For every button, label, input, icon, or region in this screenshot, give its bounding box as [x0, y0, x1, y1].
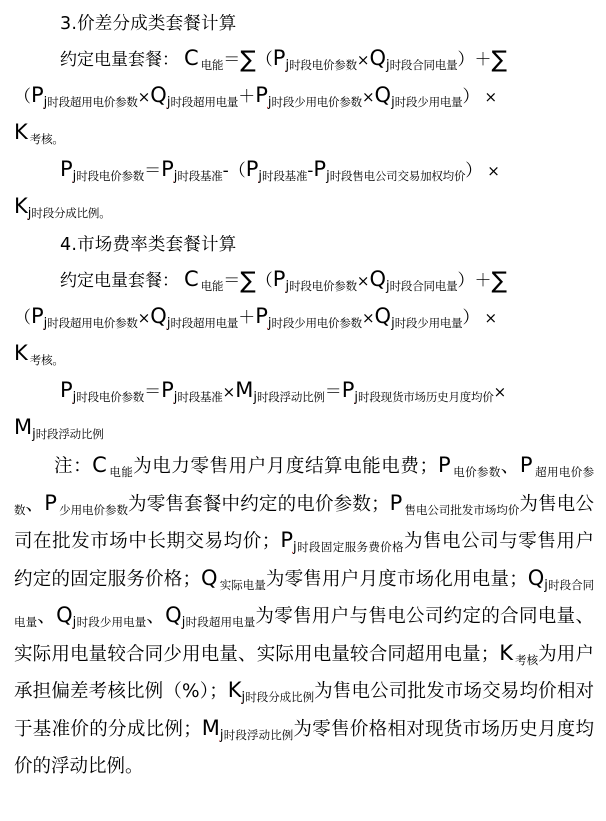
- var-P: P: [272, 46, 286, 70]
- sub-text: 时段浮动比例: [223, 727, 294, 742]
- sub-j: j: [32, 427, 36, 442]
- times-sign: ×: [487, 162, 500, 180]
- sub-text: 少用电价参数: [58, 502, 129, 517]
- var-M: M: [14, 415, 33, 439]
- var-P: P: [255, 83, 268, 107]
- sub-j: j: [354, 390, 359, 405]
- eq-sign: ＝: [223, 50, 241, 70]
- note-paragraph: [14, 448, 594, 786]
- sub-j: j: [326, 169, 330, 184]
- sub-text: 售电公司批发市场均价: [404, 502, 520, 517]
- var-Q: Q: [374, 304, 392, 328]
- sub-text: 时段少用电量: [394, 316, 463, 330]
- var-P: P: [60, 378, 73, 402]
- plus-sign: ＋: [474, 271, 492, 291]
- var-Q: Q: [150, 83, 167, 107]
- sub-text: 时段电价参数: [289, 58, 357, 72]
- sub-j: j: [386, 58, 390, 73]
- sub-text: 时段超用电量: [170, 316, 239, 330]
- var-Q: Q: [165, 603, 182, 627]
- section-3-heading: 3.价差分成类套餐计算: [60, 14, 237, 34]
- section-3-formula-line-5: [14, 190, 594, 227]
- sub-text: 时段基准: [177, 390, 223, 404]
- var-P: P: [313, 157, 327, 181]
- sub-j: j: [391, 316, 395, 331]
- sub-j: j: [173, 390, 178, 405]
- var-C: C: [92, 453, 107, 477]
- sub-j: j: [285, 58, 290, 73]
- var-P: P: [31, 304, 44, 328]
- note-label: 注：: [54, 456, 93, 477]
- var-P: P: [280, 528, 293, 552]
- var-P: P: [31, 83, 44, 107]
- sub-text: 时段分成比例: [245, 690, 315, 704]
- sub-text: 时段售电公司交易加权均价: [329, 169, 466, 183]
- note-definition-text: 为零售用户月度市场化用电量；: [265, 568, 528, 590]
- eq-sign: ＝: [324, 382, 342, 402]
- sub-j: j: [72, 169, 77, 184]
- formula-label: 约定电量套餐：: [60, 271, 179, 291]
- sub-text: 时段电价参数: [289, 279, 357, 293]
- sub-kaohe: 考核: [29, 132, 53, 146]
- note-definition-text: 为售电公司批发市场交易均价相对于基准价的分成比例；: [14, 681, 594, 740]
- times-sign: ×: [356, 272, 370, 290]
- paren-close: ）: [457, 50, 475, 70]
- eq-sign: ＝: [144, 161, 162, 181]
- eq-sign: ＝: [223, 271, 241, 291]
- paren-open: （: [255, 271, 273, 291]
- sub-text: 时段合同电量: [389, 58, 458, 72]
- section-4-formula-line-2: [14, 300, 594, 337]
- sub-text: 时段固定服务费价格: [296, 540, 404, 554]
- var-P: P: [60, 157, 73, 181]
- sub-j: j: [241, 690, 246, 705]
- section-3-formula-line-4: [14, 153, 594, 190]
- plus-sign: ＋: [238, 308, 256, 328]
- section-4-heading: 4.市场费率类套餐计算: [60, 235, 237, 255]
- minus-sign: -: [307, 161, 314, 181]
- note-definition-text: 为零售用户与售电公司约定的合同电量、实际用电量较合同少用电量、实际用电量较合同超用电量；: [14, 606, 594, 665]
- sub-text: 时段基准: [262, 169, 308, 183]
- minus-sign: -: [222, 161, 229, 181]
- var-K: K: [499, 640, 514, 665]
- section-3-formula-line-3: [14, 116, 594, 153]
- sub-j: j: [292, 540, 297, 555]
- section-4-formula-line-4: [14, 374, 594, 411]
- sub-text: 电价参数: [452, 465, 501, 479]
- period: 。: [52, 132, 64, 146]
- sub-text: 时段现货市场历史月度均价: [358, 390, 494, 404]
- times-sign: ×: [222, 383, 236, 401]
- formula-label: 约定电量套餐：: [60, 50, 179, 70]
- var-Q: Q: [201, 565, 218, 590]
- sub-text: 时段超用电量: [170, 95, 239, 109]
- note-definition-text: 为售电公司与零售用户约定的固定服务价格；: [14, 531, 594, 590]
- times-sign: ×: [484, 309, 498, 327]
- var-P: P: [245, 157, 259, 181]
- sub-dianneng: 电能: [200, 58, 224, 72]
- var-Q: Q: [150, 304, 167, 328]
- sub-j: j: [166, 316, 171, 331]
- sub-text: 时段超用电量: [185, 615, 256, 629]
- note-definition-text: 、: [500, 456, 520, 477]
- period: 。: [99, 206, 111, 220]
- times-sign: ×: [484, 88, 498, 106]
- sub-j: j: [173, 169, 178, 184]
- times-sign: ×: [137, 88, 151, 106]
- note-body: [14, 453, 594, 777]
- var-P: P: [255, 304, 268, 328]
- sub-text: 时段合同电量: [389, 279, 458, 293]
- sub-text: 时段合同电量: [14, 577, 594, 629]
- sub-j: j: [27, 206, 32, 221]
- sub-j: j: [72, 390, 77, 405]
- paren-close: ）: [462, 87, 480, 107]
- sub-j: j: [166, 95, 171, 110]
- var-Q: Q: [56, 603, 73, 627]
- var-M: M: [201, 715, 220, 740]
- var-M: M: [235, 378, 254, 402]
- section-3-formula-line-1: [14, 42, 594, 79]
- var-P: P: [519, 453, 533, 477]
- times-sign: ×: [361, 309, 375, 327]
- paren-close: ）: [457, 271, 475, 291]
- sub-text: 考核: [515, 652, 539, 667]
- sub-text: 实际电量: [219, 577, 266, 592]
- note-definition-text: 为零售价格相对现货市场历史月度均价的浮动比例。: [14, 718, 594, 777]
- section-3-formula-line-2: [14, 79, 594, 116]
- var-K: K: [227, 678, 242, 702]
- sub-text: 时段少用电价参数: [271, 316, 362, 330]
- sub-j: j: [72, 615, 77, 630]
- section-4-formula-line-1: [14, 263, 594, 300]
- sub-text: 时段少用电量: [394, 95, 463, 109]
- sub-j: j: [285, 279, 290, 294]
- note-definition-text: 为电力零售用户月度结算电能电费；: [133, 456, 438, 477]
- var-Q: Q: [369, 46, 386, 70]
- paren-open: （: [14, 308, 31, 328]
- var-K: K: [14, 120, 28, 144]
- sigma-symbol: ∑: [240, 47, 256, 73]
- section-4-formula-line-3: [14, 337, 594, 374]
- sub-kaohe: 考核: [29, 353, 53, 367]
- paren-open: （: [228, 161, 246, 181]
- var-C: C: [184, 267, 199, 291]
- sub-j: j: [267, 95, 272, 110]
- sub-text: 时段超用电价参数: [47, 95, 138, 109]
- var-P: P: [161, 157, 174, 181]
- sub-j: j: [43, 316, 48, 331]
- sub-text: 时段电价参数: [76, 390, 145, 404]
- var-Q: Q: [369, 267, 386, 291]
- var-P: P: [341, 378, 355, 402]
- note-definition-text: 为售电公司在批发市场中长期交易均价；: [14, 493, 594, 552]
- sub-text: 时段超用电价参数: [47, 316, 138, 330]
- sub-j: j: [267, 316, 272, 331]
- plus-sign: ＋: [474, 50, 492, 70]
- sub-j: j: [219, 727, 224, 743]
- sub-j: j: [544, 577, 548, 593]
- sub-j: j: [43, 95, 48, 110]
- note-definition-text: 、: [37, 606, 57, 627]
- sub-dianneng: 电能: [200, 279, 224, 293]
- note-definition-text: 为零售套餐中约定的电价参数；: [128, 493, 390, 515]
- eq-sign: ＝: [144, 382, 162, 402]
- sub-text: 电能: [108, 465, 134, 479]
- paren-open: （: [255, 50, 273, 70]
- sub-text: 时段浮动比例: [256, 390, 325, 404]
- note-definition-text: 、: [25, 493, 45, 515]
- sigma-symbol: ∑: [240, 268, 256, 294]
- sigma-symbol: ∑: [491, 268, 507, 294]
- var-P: P: [44, 490, 57, 515]
- var-P: P: [272, 267, 286, 291]
- times-sign: ×: [137, 309, 151, 327]
- plus-sign: ＋: [238, 87, 256, 107]
- var-Q: Q: [374, 83, 392, 107]
- paren-close: ）: [462, 308, 480, 328]
- var-P: P: [437, 453, 451, 477]
- sub-text: 时段基准: [177, 169, 223, 183]
- times-sign: ×: [493, 383, 507, 401]
- sigma-symbol: ∑: [491, 47, 507, 73]
- period: 。: [52, 353, 64, 367]
- times-sign: ×: [356, 51, 370, 69]
- sub-j: j: [181, 615, 186, 630]
- var-K: K: [14, 194, 28, 218]
- section-4-formula-line-5: [14, 411, 594, 448]
- note-definition-text: 为用户承担偏差考核比例（%）；: [14, 643, 594, 702]
- var-Q: Q: [527, 565, 545, 590]
- var-K: K: [14, 341, 28, 365]
- sub-j: j: [258, 169, 263, 184]
- sub-j: j: [253, 390, 257, 405]
- sub-text: 时段少用电量: [76, 615, 147, 629]
- var-P: P: [389, 490, 403, 515]
- sub-j: j: [391, 95, 395, 110]
- sub-text: 时段浮动比例: [35, 427, 104, 441]
- times-sign: ×: [361, 88, 375, 106]
- sub-text: 时段电价参数: [76, 169, 145, 183]
- paren-open: （: [14, 87, 31, 107]
- sub-text: 超用电价参数: [14, 465, 594, 517]
- sub-text: 时段分成比例: [31, 206, 100, 220]
- var-C: C: [184, 46, 199, 70]
- note-definition-text: 、: [146, 606, 166, 627]
- sub-text: 时段少用电价参数: [271, 95, 362, 109]
- paren-close: ）: [465, 161, 483, 181]
- var-P: P: [161, 378, 174, 402]
- sub-j: j: [386, 279, 390, 294]
